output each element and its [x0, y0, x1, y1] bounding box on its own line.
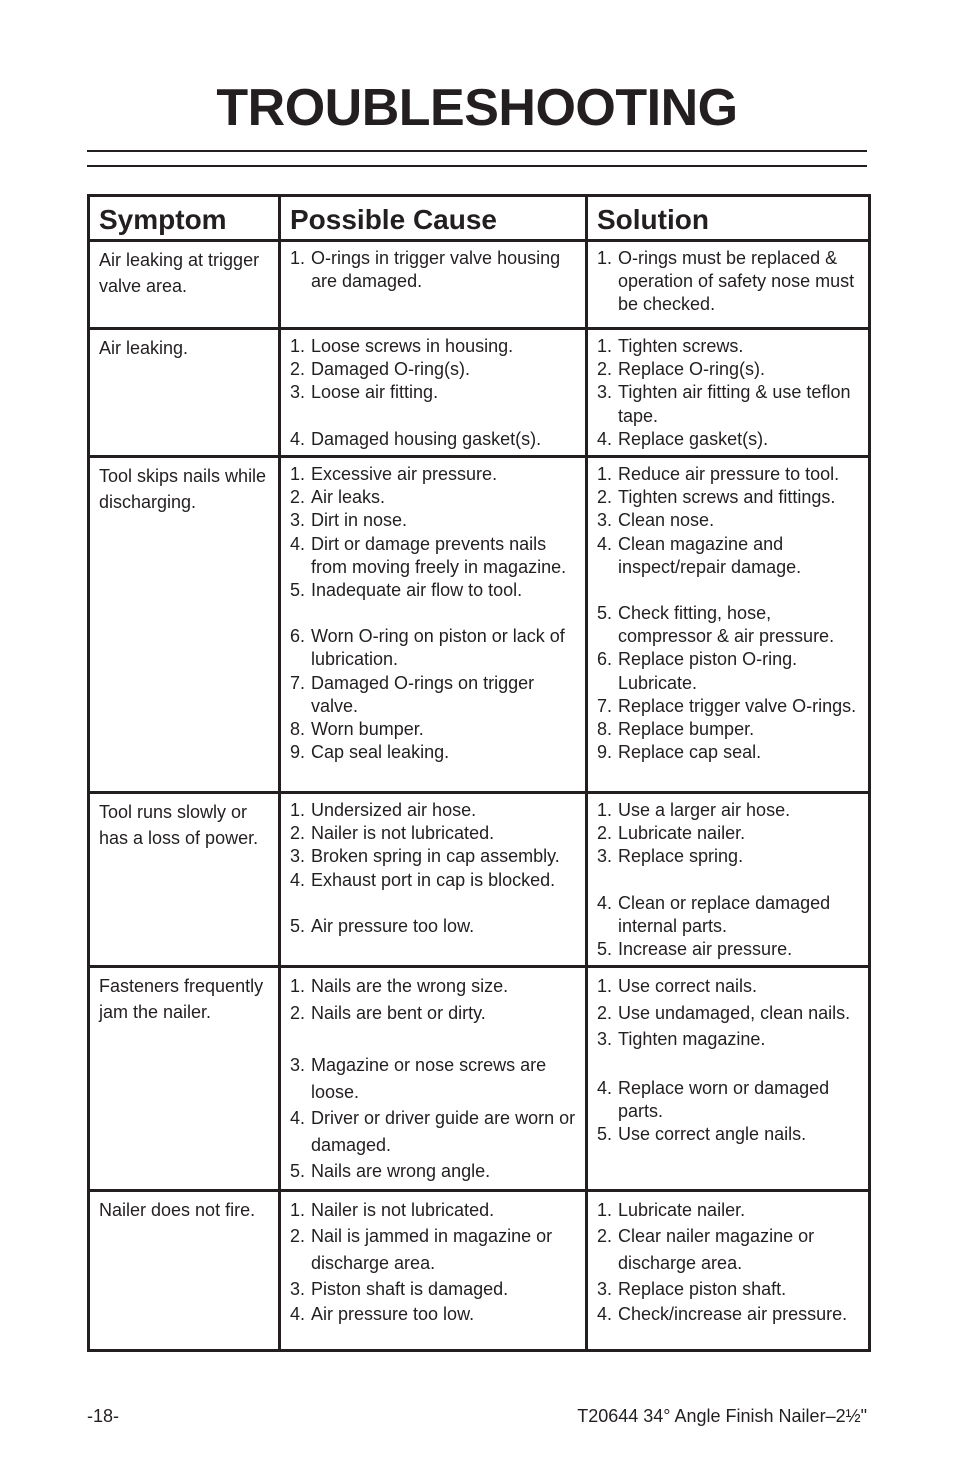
- cause-cell: [280, 241, 587, 329]
- solution-item: 9. Replace cap seal.: [597, 742, 762, 763]
- solution-item: 6. Replace piston O-ring. Lubricate.: [597, 649, 798, 693]
- cause-item: 4. Exhaust port in cap is blocked.: [290, 869, 556, 890]
- cause-item: 9. Cap seal leaking.: [290, 742, 450, 763]
- solution-item: 2. Replace O-ring(s).: [597, 359, 766, 380]
- page-number: -18-: [87, 1406, 120, 1426]
- solution-item: 5. Use correct angle nails.: [597, 1124, 807, 1145]
- solution-item: 4. Check/increase air pressure.: [597, 1303, 848, 1324]
- page-title: TROUBLESHOOTING: [216, 79, 738, 137]
- solution-item: 1. Use a larger air hose.: [597, 800, 791, 821]
- solution-item: 8. Replace bumper.: [597, 719, 755, 740]
- cause-item: 2. Nail is jammed in magazine or discharge area.: [290, 1226, 553, 1273]
- cause-item: 6. Worn O-ring on piston or lack of lubrication.: [290, 626, 565, 670]
- symptom-text: Air leaking.: [99, 338, 189, 358]
- cause-cell: [280, 457, 587, 793]
- solution-item: 2. Tighten screws and fittings.: [597, 487, 836, 508]
- solution-item: 4. Replace gasket(s).: [597, 428, 769, 449]
- solution-item: 2. Use undamaged, clean nails.: [597, 1002, 851, 1023]
- cause-item: 4. Air pressure too low.: [290, 1303, 475, 1324]
- solution-item: 3. Clean nose.: [597, 510, 715, 531]
- solution-item: 3. Tighten air fitting & use teflon tape.: [597, 382, 851, 426]
- cause-item: 8. Worn bumper.: [290, 719, 424, 740]
- cause-item: 5. Nails are wrong angle.: [290, 1161, 491, 1182]
- solution-item: 5. Increase air pressure.: [597, 939, 793, 960]
- title-rule-top: [87, 150, 867, 152]
- cause-item: 4. Driver or driver guide are worn or damaged.: [290, 1108, 576, 1155]
- solution-cell: [587, 1190, 870, 1350]
- header-solution: Solution: [587, 196, 870, 241]
- solution-item: 3. Tighten magazine.: [597, 1029, 766, 1050]
- solution-item: 2. Lubricate nailer.: [597, 823, 746, 844]
- symptom-text: Tool skips nails while discharging.: [99, 466, 267, 513]
- cause-item: 3. Piston shaft is damaged.: [290, 1279, 509, 1300]
- solution-cell: [587, 793, 870, 967]
- symptom-text: Fasteners frequently jam the nailer.: [99, 976, 264, 1023]
- solution-item: 4. Clean or replace damaged internal parts.: [597, 892, 831, 936]
- symptom-text: Air leaking at trigger valve area.: [99, 250, 260, 296]
- cause-item: 7. Damaged O-rings on trigger valve.: [290, 672, 535, 716]
- solution-cell: [587, 241, 870, 329]
- title-rule-bottom: [87, 165, 867, 167]
- table-row: [89, 457, 870, 793]
- cause-item: 4. Damaged housing gasket(s).: [290, 428, 542, 449]
- solution-item: 3. Replace piston shaft.: [597, 1279, 787, 1300]
- cause-item: 2. Air leaks.: [290, 487, 386, 508]
- symptom-cell: [89, 457, 280, 793]
- cause-item: 3. Dirt in nose.: [290, 510, 408, 531]
- solution-item: 3. Replace spring.: [597, 846, 744, 867]
- cause-cell: [280, 967, 587, 1191]
- solution-item: 1. Lubricate nailer.: [597, 1199, 746, 1220]
- solution-item: 4. Replace worn or damaged parts.: [597, 1077, 830, 1121]
- solution-item: 7. Replace trigger valve O-rings.: [597, 695, 857, 716]
- table-header-row: [89, 196, 870, 241]
- table-row: [89, 329, 870, 457]
- solution-item: 5. Check fitting, hose, compressor & air pressure.: [597, 603, 835, 647]
- solution-item: 4. Clean magazine and inspect/repair damage.: [597, 533, 802, 577]
- table-row: [89, 241, 870, 329]
- solution-cell: [587, 457, 870, 793]
- symptom-cell: [89, 1190, 280, 1350]
- cause-item: 4. Dirt or damage prevents nails from moving freely in magazine.: [290, 533, 567, 577]
- symptom-text: Nailer does not fire.: [99, 1199, 256, 1220]
- solution-item: 2. Clear nailer magazine or discharge area.: [597, 1226, 815, 1273]
- cause-item: 2. Damaged O-ring(s).: [290, 359, 471, 380]
- troubleshooting-table: [87, 194, 871, 1352]
- cause-item: 3. Loose air fitting.: [290, 382, 439, 403]
- cause-item: 5. Air pressure too low.: [290, 915, 475, 936]
- symptom-cell: [89, 793, 280, 967]
- table-row: [89, 1190, 870, 1350]
- cause-item: 5. Inadequate air flow to tool.: [290, 580, 523, 601]
- header-possible-cause: Possible Cause: [280, 196, 587, 241]
- solution-item: 1. Use correct nails.: [597, 976, 758, 997]
- cause-item: 2. Nailer is not lubricated.: [290, 823, 495, 844]
- solution-cell: [587, 329, 870, 457]
- footer-model-name: T20644 34° Angle Finish Nailer–2½": [577, 1406, 867, 1426]
- symptom-text: Tool runs slowly or has a loss of power.: [99, 802, 259, 849]
- cause-item: 2. Nails are bent or dirty.: [290, 1002, 486, 1023]
- symptom-cell: [89, 967, 280, 1191]
- cause-cell: [280, 793, 587, 967]
- cause-item: 3. Magazine or nose screws are loose.: [290, 1055, 547, 1102]
- table-row: [89, 793, 870, 967]
- cause-item: 1. Nails are the wrong size.: [290, 976, 509, 997]
- solution-item: 1. Reduce air pressure to tool.: [597, 464, 840, 485]
- symptom-cell: [89, 241, 280, 329]
- solution-cell: [587, 967, 870, 1191]
- cause-item: 1. O-rings in trigger valve housing are damaged.: [290, 248, 561, 292]
- cause-cell: [280, 1190, 587, 1350]
- table-row: [89, 967, 870, 1191]
- solution-item: 1. O-rings must be replaced & operation of safety nose must be checked.: [597, 248, 855, 315]
- cause-cell: [280, 329, 587, 457]
- symptom-cell: [89, 329, 280, 457]
- cause-item: 3. Broken spring in cap assembly.: [290, 846, 560, 867]
- header-symptom: Symptom: [89, 196, 280, 241]
- cause-item: 1. Loose screws in housing.: [290, 336, 514, 356]
- solution-item: 1. Tighten screws.: [597, 336, 744, 356]
- cause-item: 1. Undersized air hose.: [290, 800, 477, 821]
- cause-item: 1. Nailer is not lubricated.: [290, 1199, 495, 1220]
- cause-item: 1. Excessive air pressure.: [290, 464, 498, 485]
